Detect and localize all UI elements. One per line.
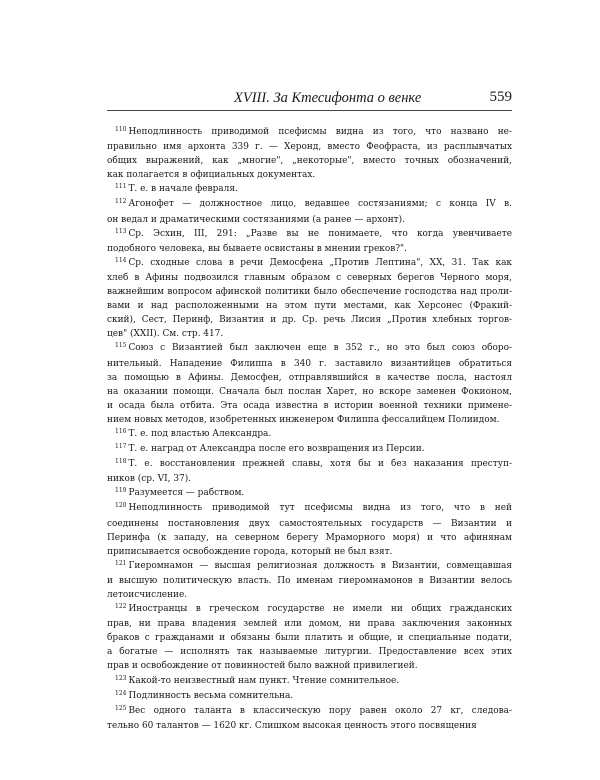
endnote-line — [107, 574, 512, 588]
endnote-text: вами и над расположенными на этом пути местами, как Херсонес (Фракий- — [107, 301, 512, 312]
endnote-text: Перинфа (к западу, на северном берегу Мраморного моря) и что афинянам — [107, 532, 512, 543]
endnote-line — [107, 399, 512, 413]
endnote-line — [107, 457, 512, 472]
endnote — [107, 704, 512, 733]
endnote-line — [107, 125, 512, 140]
endnote-line — [107, 517, 512, 531]
page-header — [107, 88, 512, 111]
endnote-text: правильно имя архонта 339 г. — Херонд, вместо Феофраста, из расплывчатых — [107, 142, 512, 153]
endnote-line — [107, 645, 512, 659]
endnote-line — [107, 659, 512, 673]
endnote-line — [107, 242, 512, 256]
endnote-line — [107, 602, 512, 617]
endnote-line — [107, 472, 512, 486]
endnote-text: ников (ср. VI, 37). — [107, 474, 192, 485]
endnote-line — [107, 227, 512, 242]
endnote-number: 119 — [115, 487, 127, 495]
endnote-line — [107, 501, 512, 516]
endnote-number: 123 — [115, 674, 127, 682]
endnote-line — [107, 631, 512, 645]
endnote-number: 116 — [115, 427, 127, 435]
endnote-line — [107, 545, 512, 559]
endnote-number: 118 — [115, 458, 127, 466]
endnote-line — [107, 299, 512, 313]
endnote — [107, 674, 512, 689]
endnote-line — [107, 313, 512, 327]
endnote-text: тельно 60 талантов — 1620 кг. Слишком высокая ценность этого посвящения — [107, 720, 477, 731]
endnote-number: 113 — [115, 227, 127, 235]
endnote-text: летоисчисление. — [107, 590, 188, 600]
endnote — [107, 501, 512, 558]
endnote-text: за помощью в Афины. Демосфен, отправлявшийся в качестве посла, настоял — [107, 372, 512, 383]
endnote-line — [107, 168, 512, 182]
endnote-number: 124 — [115, 689, 127, 697]
endnote-text: Гиеромнамон — высшая религиозная должность в Византии, совмещавшая — [128, 560, 512, 571]
endnote-line — [107, 704, 512, 719]
endnote — [107, 227, 512, 256]
endnote-text: важнейшим вопросом афинской политики было обеспечение господства над проли- — [107, 287, 512, 298]
endnote-line — [107, 371, 512, 385]
endnote-line — [107, 442, 512, 457]
endnote-text: Неподлинность приводимой тут псефисмы видна из того, что в ней — [128, 503, 512, 514]
page-number: 559 — [489, 89, 512, 105]
endnote-number: 117 — [115, 443, 127, 451]
endnote-text: Какой-то неизвестный нам пункт. Чтение сомнительное. — [128, 675, 400, 686]
endnote — [107, 341, 512, 427]
endnote-number: 121 — [115, 559, 127, 567]
endnote-line — [107, 531, 512, 545]
endnote-line — [107, 271, 512, 285]
endnote-text: Т. е. под властью Александра. — [128, 428, 272, 439]
endnote-line — [107, 427, 512, 442]
endnote-number: 125 — [115, 704, 127, 712]
endnote-line — [107, 341, 512, 356]
endnote-text: прав, ни права владения землей или домом, ни права заключения законных — [107, 619, 512, 630]
endnote-line — [107, 197, 512, 212]
endnote — [107, 602, 512, 673]
endnote-number: 122 — [115, 603, 127, 611]
endnote-number: 114 — [115, 256, 127, 264]
endnote-text: браков с гражданами и обязаны были платить и общие, и специальные подати, — [107, 633, 512, 644]
endnote-line — [107, 213, 512, 227]
endnote-text: как полагается в официальных документах. — [107, 170, 316, 181]
endnote-text: нительный. Нападение Филиппа в 340 г. заставило византийцев обратиться — [107, 358, 512, 369]
running-head: XVIII. За Ктесифонта о венке — [234, 90, 422, 106]
endnote-text: и осада была отбита. Эта осада известна в истории военной техники примене- — [107, 400, 512, 411]
endnote-text: Разумеется — рабством. — [128, 488, 245, 499]
endnote-text: Т. е. наград от Александра после его возвращения из Персии. — [128, 444, 425, 455]
footnotes — [107, 125, 512, 733]
endnote-text: Вес одного таланта в классическую пору равен около 27 кг, следова- — [128, 705, 512, 716]
endnote-line — [107, 559, 512, 574]
endnote — [107, 125, 512, 182]
endnote — [107, 197, 512, 226]
endnote — [107, 427, 512, 442]
endnote-line — [107, 588, 512, 602]
endnote-text: Подлинность весьма сомнительна. — [128, 690, 294, 701]
endnote-line — [107, 327, 512, 341]
endnote-line — [107, 385, 512, 399]
endnote-text: Союз с Византией был заключен еще в 352 г., но это был союз оборо- — [128, 343, 512, 354]
endnote-text: и высшую политическую власть. По именам гиеромнамонов в Византии велось — [107, 575, 512, 586]
endnote-line — [107, 413, 512, 427]
endnote-line — [107, 719, 512, 733]
endnote-text: Ср. Эсхин, III, 291: „Разве вы не понимаете, что когда увенчиваете — [128, 228, 512, 239]
endnote — [107, 442, 512, 457]
endnote-text: подобного человека, вы бываете освистаны в мнении греков?". — [107, 243, 408, 254]
endnote-text: общих выражений, как „многие", „некоторые", вместо точных обозначений, — [107, 156, 512, 167]
endnote — [107, 689, 512, 704]
endnote-text: ский), Сест, Перинф, Византия и др. Ср. речь Лисия „Против хлебных торгов- — [107, 315, 512, 326]
endnote-text: Т. е. в начале февраля. — [128, 184, 238, 195]
endnote-text: Т. е. восстановления прежней славы, хотя бы и без наказания преступ- — [128, 459, 512, 470]
endnote-text: Неподлинность приводимой псефисмы видна из того, что названо не- — [128, 127, 512, 137]
endnote-number: 112 — [115, 198, 127, 206]
endnote-text: он ведал и драматическими состязаниями (а ранее — архонт). — [107, 214, 405, 225]
endnote-text: нием новых методов, изобретенных инженером Филиппа фессалийцем Полиидом. — [107, 414, 500, 425]
endnote-number: 110 — [115, 126, 127, 133]
endnote — [107, 486, 512, 501]
endnote-text: Ср. сходные слова в речи Демосфена „Против Лептина", XX, 31. Так как — [128, 257, 512, 268]
endnote-line — [107, 154, 512, 168]
endnote-line — [107, 674, 512, 689]
endnote-line — [107, 486, 512, 501]
endnote-text: приписывается освобождение города, который не был взят. — [107, 546, 393, 557]
endnote-text: прав и освобождение от повинностей было важной привилегией. — [107, 661, 418, 672]
endnote-text: Агонофет — должностное лицо, ведавшее состязаниями; с конца IV в. — [128, 199, 512, 210]
endnote-text: на оказании помощи. Сначала был послан Харет, но вскоре заменен Фокионом, — [107, 386, 512, 397]
endnote-text: а богатые — исполнять так называемые литургии. Предоставление всех этих — [107, 647, 512, 658]
endnote-line — [107, 617, 512, 631]
endnote-line — [107, 140, 512, 154]
endnote — [107, 256, 512, 342]
endnote — [107, 559, 512, 602]
endnote-number: 115 — [115, 342, 127, 350]
endnote-text: Иностранцы в греческом государстве не имели ни общих гражданских — [128, 604, 512, 615]
endnote-line — [107, 256, 512, 271]
endnote-number: 111 — [115, 183, 127, 191]
endnote — [107, 457, 512, 486]
endnote-text: хлеб в Афины подвозился главным образом с северных берегов Черного моря, — [107, 272, 512, 283]
endnote-number: 120 — [115, 502, 127, 510]
endnote-line — [107, 285, 512, 299]
endnote-line — [107, 357, 512, 371]
endnote-line — [107, 689, 512, 704]
endnote — [107, 182, 512, 197]
endnote-line — [107, 182, 512, 197]
endnote-text: соединены постановления двух самостоятельных государств — Византии и — [107, 518, 512, 529]
endnote-text: цев" (XXII). См. стр. 417. — [107, 329, 224, 340]
